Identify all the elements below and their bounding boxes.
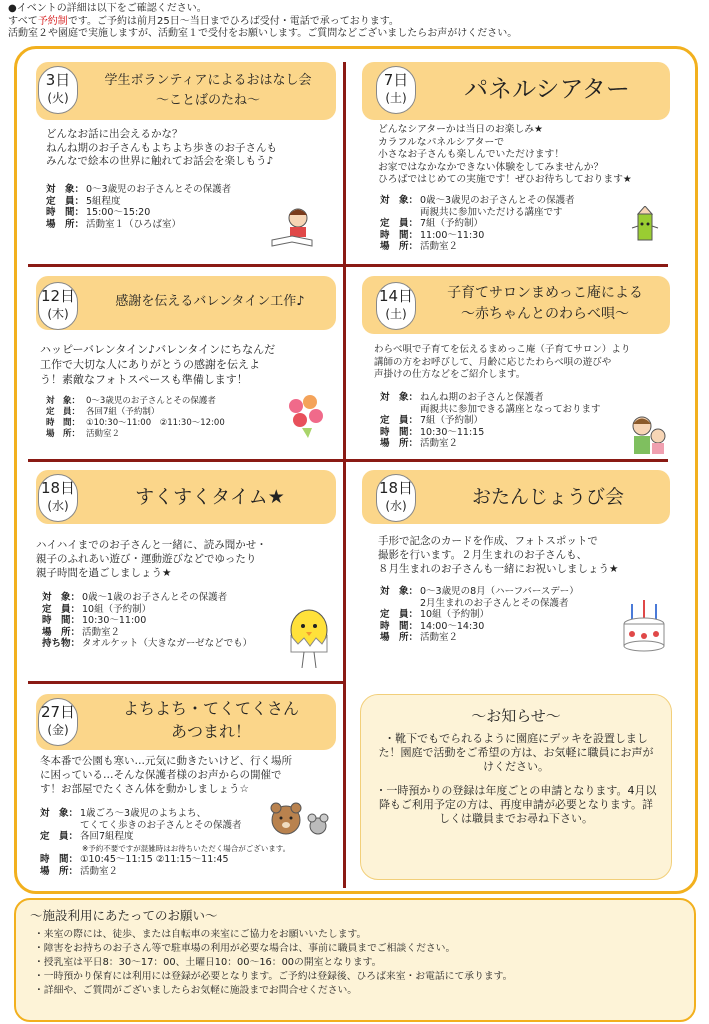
request-title: ～施設利用にあたってのお願い～: [30, 908, 218, 923]
event-description: わらべ唄で子育てを伝えるまめっこ庵（子育てサロン）より 講師の方をお呼びして、月齢に応じたわらべ唄の遊びや 声掛けの仕方などをご紹介します。: [374, 344, 631, 380]
event-info: 対 象： ねんね期のお子さんと保護者 両親共に参加できる講座となっております 定 員： 7組（予約制） 時 間： 10:30～11:15 場 所： 活動室２: [380, 392, 601, 449]
date-badge: 7日 (土): [376, 66, 416, 114]
parent-and-baby-illustration: [626, 414, 670, 456]
event-title: おたんじょうび会: [471, 486, 624, 508]
event-info: 対 象： 0歳～3歳児のお子さんとその保護者 両親共に参加いただける講座です 定 員： 7組（予約制） 時 間： 11:00～11:30 場 所： 活動室２: [380, 195, 575, 252]
pencil-character-illustration: [628, 206, 662, 246]
date-badge: 18日 (水): [38, 474, 78, 522]
horizontal-divider-1: [28, 264, 668, 267]
chick-illustration: [286, 600, 332, 672]
notice-paragraph-2: ・一時預かりの登録は年度ごとの申請となります。4月以降もご利用予定の方は、再度申請が必要となります。詳しくは職員までお尋ね下さい。: [375, 784, 657, 825]
event-info: 対 象： 0歳～1歳のお子さんとその保護者 定 員： 10組（予約制） 時 間： 10:30～11:00 場 所： 活動室２ 持ち物： タオルケット（大きなガーゼなどでも）: [42, 592, 253, 649]
vertical-divider: [343, 62, 346, 888]
event-title: 感謝を伝えるバレンタイン工作♪: [115, 294, 305, 309]
horizontal-divider-2: [28, 459, 668, 462]
event-description: 手形で記念のカードを作成、フォトスポットで 撮影を行います。２月生まれのお子さんも、 ８月生まれのお子さんも一緒にお祝いしましょう★: [378, 535, 619, 575]
facility-request-box: [14, 898, 696, 1022]
list-item: ・ 一時預かり保育には利用には登録が必要となります。ご予約は登録後、ひろば来室・お電話にて承ります。: [46, 970, 694, 984]
list-item: ・ 授乳室は平日8：30～17：00、土曜日10：00～16：00の開室となります。: [46, 956, 694, 970]
date-badge: 27日 (金): [38, 698, 78, 746]
event-title: 子育てサロンまめっこ庵による ～赤ちゃんとのわらべ唄～: [447, 285, 643, 322]
intro: [8, 3, 703, 41]
event-description: ハッピーバレンタイン♪バレンタインにちなんだ 工作で大切な人にありがとうの感謝を伝えよ う！素敵なフォトスペースも準備します！: [40, 343, 276, 386]
intro-line1: ●イベントの詳細は以下をご確認ください。: [8, 3, 207, 14]
list-item: ・ 来室の際には、徒歩、または自転車の来室にご協力をお願いいたします。: [46, 928, 694, 942]
date-badge: 12日 (木): [38, 282, 78, 330]
event-title: すくすくタイム★: [135, 486, 285, 508]
event-description: 冬本番で公園も寒い…元気に動きたいけど、行く場所 に困っている…そんな保護者様のお声からの開催で す！お部屋でたくさん体を動かしましょう☆: [40, 755, 292, 795]
intro-line2: すべて予約制です。ご予約は前月25日～当日までひろば受付・電話で承っております。: [8, 15, 399, 27]
event-info: 対 象： 0～3歳児の8月（ハーフバースデー） 2月生まれのお子さんとその保護者 定 員： 10組（予約制） 時 間： 14:00～14:30 場 所： 活動室２: [380, 586, 579, 643]
list-item: ・ 詳細や、ご質問がございましたらお気軽に施設までお問合せください。: [46, 984, 694, 998]
notice-title: ～お知らせ～: [471, 707, 561, 725]
event-description: どんなお話に出会えるかな？ ねんね期のお子さんもよちよち歩きのお子さんも みんなで絵本の世界に触れてお話会を楽しもう♪: [46, 128, 277, 167]
list-item: ・ 障害をお持ちのお子さん等で駐車場の利用が必要な場合は、事前に職員までご相談ください。: [46, 942, 694, 956]
event-info: 対 象： 1歳ごろ～3歳児のよちよち、 てくてく歩きのお子さんとその保護者 定 員： 各回7組程度 ※予約不要ですが混雑時はお待ちいただく場合がございます。 時 間： ①10:45～11:15 ②11:15～11:45 場 所： 活動室２: [40, 808, 291, 877]
notice-paragraph-1: ・靴下でもでられるように園庭にデッキを設置しました！園庭で活動をご希望の方は、お気軽に職員にお声がけください。: [378, 732, 654, 773]
event-description: どんなシアターかは当日のお楽しみ★ カラフルなパネルシアターで 小さなお子さんも楽しんでいただけます！ お家ではなかなかできない体験をしてみませんか？ ひろばではじめての実施です！ぜひお待ちしております★: [378, 124, 632, 185]
horizontal-divider-3: [28, 681, 344, 684]
event-title: よちよち・てくてくさん あつまれ！: [122, 699, 299, 741]
event-info: 対 象： 0～3歳児のお子さんとその保護者 定 員： 各回7組（予約制） 時 間： ①10:30～11:00 ②11:30～12:00 場 所： 活動室２: [46, 396, 225, 439]
event-info: 対 象： 0～3歳児のお子さんとその保護者 定 員： 5組程度 時 間： 15:00～15:20 場 所： 活動室１（ひろば室）: [46, 184, 232, 230]
event-description: ハイハイまでのお子さんと一緒に、読み聞かせ・ 親子のふれあい遊び・運動遊びなどでゆったり 親子時間を過ごしましょう★: [36, 539, 267, 579]
birthday-cake-illustration: [620, 598, 668, 654]
date-badge: 18日 (水): [376, 474, 416, 522]
notice-box: [360, 694, 672, 880]
date-badge: 3日 (火): [38, 66, 78, 114]
bear-and-mouse-illustration: [268, 800, 332, 840]
flower-bouquet-illustration: [282, 392, 328, 438]
event-title: パネルシアター: [464, 75, 630, 103]
event-title: 学生ボランティアによるおはなし会 ～ことばのたね～: [104, 73, 312, 108]
request-list: [16, 928, 694, 998]
reading-child-illustration: [268, 206, 318, 250]
date-badge: 14日 (土): [376, 282, 416, 330]
intro-line3: 活動室２や園庭で実施しますが、活動室１で受付をお願いします。ご質問などございましたらお声がけください。: [8, 28, 518, 39]
